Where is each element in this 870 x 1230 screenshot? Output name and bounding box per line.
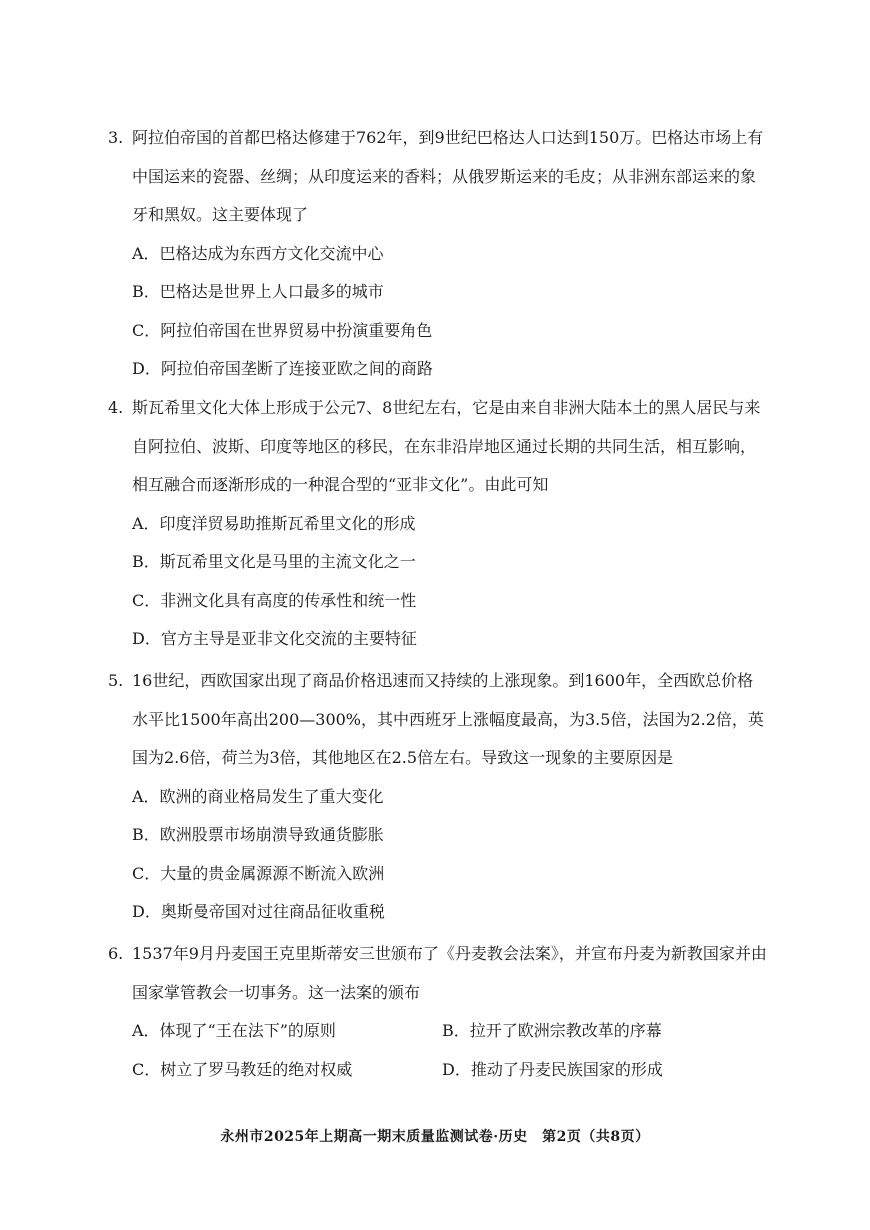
option-d: D．推动了丹麦民族国家的形成 [442, 1059, 663, 1079]
question-number: 4. [108, 398, 124, 417]
question-3 [108, 119, 768, 389]
option-b: B．斯瓦希里文化是马里的主流文化之一 [132, 552, 416, 571]
question-number: 5. [108, 671, 124, 690]
question-text: 斯瓦希里文化大体上形成于公元7、8世纪左右，它是由来自非洲大陆本土的黑人居民与来自阿拉伯、波斯、印度等地区的移民，在东非沿岸地区通过长期的共同生活，相互影响，相互融合而逐渐形成的一种混合型的“亚非文化”。由此可知 [132, 398, 761, 494]
option-a: A．欧洲的商业格局发生了重大变化 [132, 786, 384, 806]
options-row-2 [108, 1051, 768, 1090]
question-5 [108, 662, 768, 932]
option-c: C．树立了罗马教廷的绝对权威 [132, 1059, 353, 1079]
option-a: A．印度洋贸易助推斯瓦希里文化的形成 [132, 513, 416, 533]
option-a: A．巴格达成为东西方文化交流中心 [132, 243, 384, 263]
question-stem [108, 662, 768, 778]
option-b: B．欧洲股票市场崩溃导致通货膨胀 [132, 825, 384, 844]
option-c: C．非洲文化具有高度的传承性和统一性 [132, 590, 417, 610]
options-row-1 [108, 1012, 768, 1051]
question-stem [108, 389, 768, 505]
option-d: D．官方主导是亚非文化交流的主要特征 [132, 629, 417, 648]
question-text: 阿拉伯帝国的首都巴格达修建于762年，到9世纪巴格达人口达到150万。巴格达市场上有中国运来的瓷器、丝绸；从印度运来的香料；从俄罗斯运来的毛皮；从非洲东部运来的象牙和黑奴。这主要体现了 [132, 128, 764, 224]
question-4 [108, 389, 768, 659]
option-d: D．奥斯曼帝国对过往商品征收重税 [132, 902, 385, 921]
option-c: C．大量的贵金属源源不断流入欧洲 [132, 863, 385, 883]
question-6 [108, 935, 768, 1089]
option-b: B．巴格达是世界上人口最多的城市 [132, 282, 384, 301]
question-stem [108, 935, 768, 1012]
option-c: C．阿拉伯帝国在世界贸易中扮演重要角色 [132, 320, 433, 340]
question-number: 3. [108, 128, 124, 147]
option-a: A．体现了“王在法下”的原则 [132, 1021, 336, 1040]
question-stem [108, 119, 768, 235]
option-d: D．阿拉伯帝国垄断了连接亚欧之间的商路 [132, 359, 433, 378]
question-text: 1537年9月丹麦国王克里斯蒂安三世颁布了《丹麦教会法案》，并宣布丹麦为新教国家并由国家掌管教会一切事务。这一法案的颁布 [132, 944, 767, 1002]
option-b: B．拉开了欧洲宗教改革的序幕 [442, 1021, 662, 1040]
question-number: 6. [108, 944, 124, 963]
page-footer: 永州市2025年上期高一期末质量监测试卷·历史 第2页（共8页） [220, 1129, 650, 1145]
question-text: 16世纪，西欧国家出现了商品价格迅速而又持续的上涨现象。到1600年，全西欧总价格水平比1500年高出200—300%，其中西班牙上涨幅度最高，为3.5倍，法国为2.2倍，英国为2.6倍，荷兰为3倍，其他地区在2.5倍左右。导致这一现象的主要原因是 [132, 671, 764, 767]
